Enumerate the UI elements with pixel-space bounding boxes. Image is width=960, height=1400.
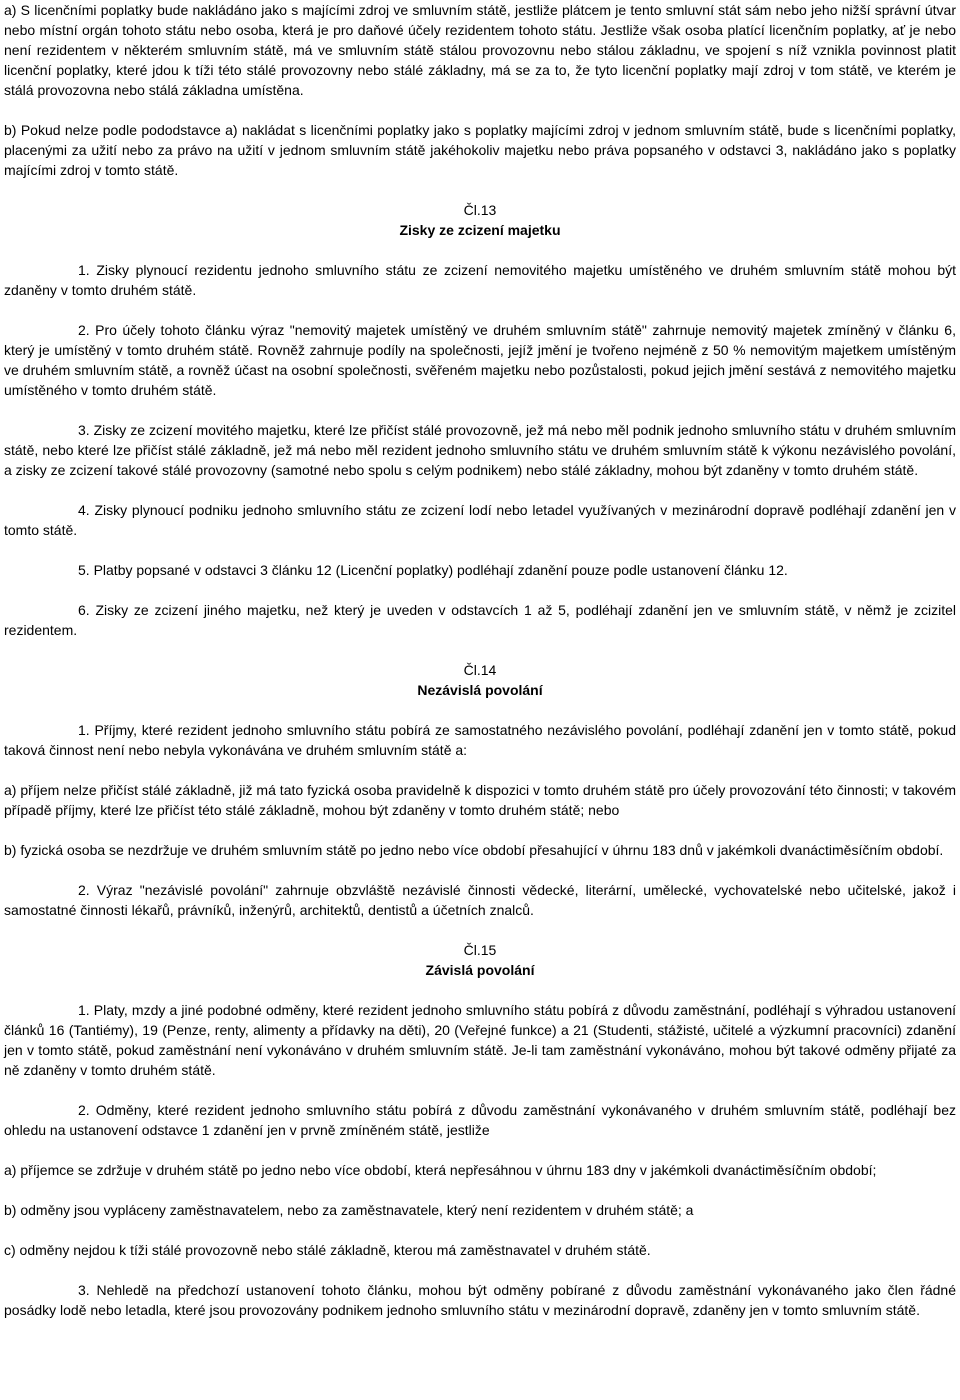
article-13-paragraph-6: 6. Zisky ze zcizení jiného majetku, než který je uveden v odstavcích 1 až 5, podléhají zdanění jen ve smluvním státě, v němž je zcizitel rezidentem. <box>4 602 956 638</box>
article-14-heading <box>4 660 956 700</box>
article-number: Čl.14 <box>463 662 497 678</box>
article-15-paragraph-3: 3. Nehledě na předchozí ustanovení tohoto článku, mohou být odměny pobírané z důvodu zaměstnání vykonávaného jako člen řádné posádky lodě nebo letadla, které jsou provozovány podnikem jednoho smluvního státu v mezinárodní dopravě, zdaněny jen v tomto smluvním státě. <box>4 1282 956 1318</box>
article-15-item-c: c) odměny nejdou k tíži stálé provozovně nebo stálé základně, kterou má zaměstnavatel v druhém státě. <box>4 1242 651 1258</box>
article-number: Čl.13 <box>463 202 497 218</box>
article-15-paragraph-1: 1. Platy, mzdy a jiné podobné odměny, které rezident jednoho smluvního státu pobírá z důvodu zaměstnání, podléhají s výhradou ustanovení článků 16 (Tantiémy), 19 (Penze, renty, alimenty a přídavky na děti), 20 (Veřejné funkce) a 21 (Studenti, stážisté, učitelé a výzkumní pracovníci) zdanění jen v tomto státě, pokud zaměstnání není vykonáváno v druhém smluvním státě. Je-li tam zaměstnání vykonáváno, mohou být takové odměny přijaté za ně zdaněny v tomto druhém státě. <box>4 1002 956 1078</box>
article-15-item-a: a) příjemce se zdržuje v druhém státě po jedno nebo více období, která nepřesáhnou v úhrnu 183 dny v jakémkoli dvanáctiměsíčním období; <box>4 1162 877 1178</box>
article-title: Závislá povolání <box>425 962 535 978</box>
paragraph-royalties-source-a: a) S licenčními poplatky bude nakládáno jako s majícími zdroj ve smluvním státě, jestliže plátcem je tento smluvní stát sám nebo jeho nižší správní útvar nebo místní orgán tohoto státu nebo osoba, která je pro daňové účely rezidentem tohoto státu. Jestliže však osoba platící licenčním poplatky, ať je nebo není rezidentem v některém smluvním státě, má ve smluvním státě stálou provozovnu nebo stálou základnu, ve spojení s níž vznikla povinnost platit licenční poplatky, které jdou k tíži této stálé provozovny nebo stálé základny, má se za to, že tyto licenční poplatky mají zdroj v tom státě, ve kterém je stálá provozovna nebo stálá základna umístěna. <box>4 2 956 98</box>
article-15-heading <box>4 940 956 980</box>
article-13-paragraph-4: 4. Zisky plynoucí podniku jednoho smluvního státu ze zcizení lodí nebo letadel využívaných v mezinárodní dopravě podléhají zdanění jen v tomto státě. <box>4 502 956 538</box>
article-number: Čl.15 <box>463 942 497 958</box>
article-title: Nezávislá povolání <box>417 682 543 698</box>
article-13-paragraph-3: 3. Zisky ze zcizení movitého majetku, které lze přičíst stálé provozovně, jež má nebo měl podnik jednoho smluvního státu v druhém smluvním státě, nebo které lze přičíst stálé základně, jež má nebo měl rezident jednoho smluvního státu ve druhém smluvním státě k výkonu nezávislého povolání, a zisky ze zcizení takové stálé provozovny (samotné nebo spolu s celým podnikem) nebo stálé základny, mohou být zdaněny v tomto druhém státě. <box>4 422 956 478</box>
article-13-paragraph-2: 2. Pro účely tohoto článku výraz "nemovitý majetek umístěný ve druhém smluvním státě" zahrnuje nemovitý majetek zmíněný v článku 6, který je umístěný v tomto druhém státě. Rovněž zahrnuje podíly na společnosti, jejíž jmění je tvořeno nejméně z 50 % nemovitým majetkem umístěným ve druhém smluvním státě, a rovněž účast na osobní společnosti, svěřeném majetku nebo pozůstalosti, pokud jejich jmění sestává z nemovitého majetku umístěného v tomto druhém státě. <box>4 322 956 398</box>
article-14-paragraph-1: 1. Příjmy, které rezident jednoho smluvního státu pobírá ze samostatného nezávislého povolání, podléhají zdanění jen v tomto státě, pokud taková činnost není nebo nebyla vykonávána ve druhém smluvním státě a: <box>4 722 956 758</box>
article-15-paragraph-2: 2. Odměny, které rezident jednoho smluvního státu pobírá z důvodu zaměstnání vykonávaného v druhém smluvním státě, podléhají bez ohledu na ustanovení odstavce 1 zdanění jen v prvně zmíněném státě, jestliže <box>4 1102 956 1138</box>
article-13-heading <box>4 200 956 240</box>
article-title: Zisky ze zcizení majetku <box>399 222 561 238</box>
article-14-item-b: b) fyzická osoba se nezdržuje ve druhém smluvním státě po jedno nebo více období přesahující v úhrnu 183 dnů v jakémkoli dvanáctiměsíčním období. <box>4 842 944 858</box>
article-14-paragraph-2: 2. Výraz "nezávislé povolání" zahrnuje obzvláště nezávislé činnosti vědecké, literární, umělecké, vychovatelské nebo učitelské, jakož i samostatné činnosti lékařů, právníků, inženýrů, architektů, dentistů a účetních znalců. <box>4 882 956 918</box>
article-14-item-a: a) příjem nelze přičíst stálé základně, již má tato fyzická osoba pravidelně k dispozici v tomto druhém státě pro účely provozování této činnosti; v takovém případě příjmy, které lze přičíst této stálé základně, mohou být zdaněny v tomto druhém státě; nebo <box>4 782 956 818</box>
article-13-paragraph-5: 5. Platby popsané v odstavci 3 článku 12 (Licenční poplatky) podléhají zdanění pouze podle ustanovení článku 12. <box>78 562 788 578</box>
article-13-paragraph-1: 1. Zisky plynoucí rezidentu jednoho smluvního státu ze zcizení nemovitého majetku umístěného ve druhém smluvním státě mohou být zdaněny v tomto druhém státě. <box>4 262 956 298</box>
paragraph-royalties-source-b: b) Pokud nelze podle pododstavce a) nakládat s licenčními poplatky jako s poplatky majícími zdroj v jednom smluvním státě, bude s licenčními poplatky, placenými za užití nebo za právo na užití v jednom smluvním státě jakéhokoliv majetku nebo práva popsaného v odstavci 3, nakládáno jako s poplatky majícími zdroj v tomto státě. <box>4 122 956 178</box>
article-15-item-b: b) odměny jsou vypláceny zaměstnavatelem, nebo za zaměstnavatele, který není rezidentem v druhém státě; a <box>4 1202 694 1218</box>
